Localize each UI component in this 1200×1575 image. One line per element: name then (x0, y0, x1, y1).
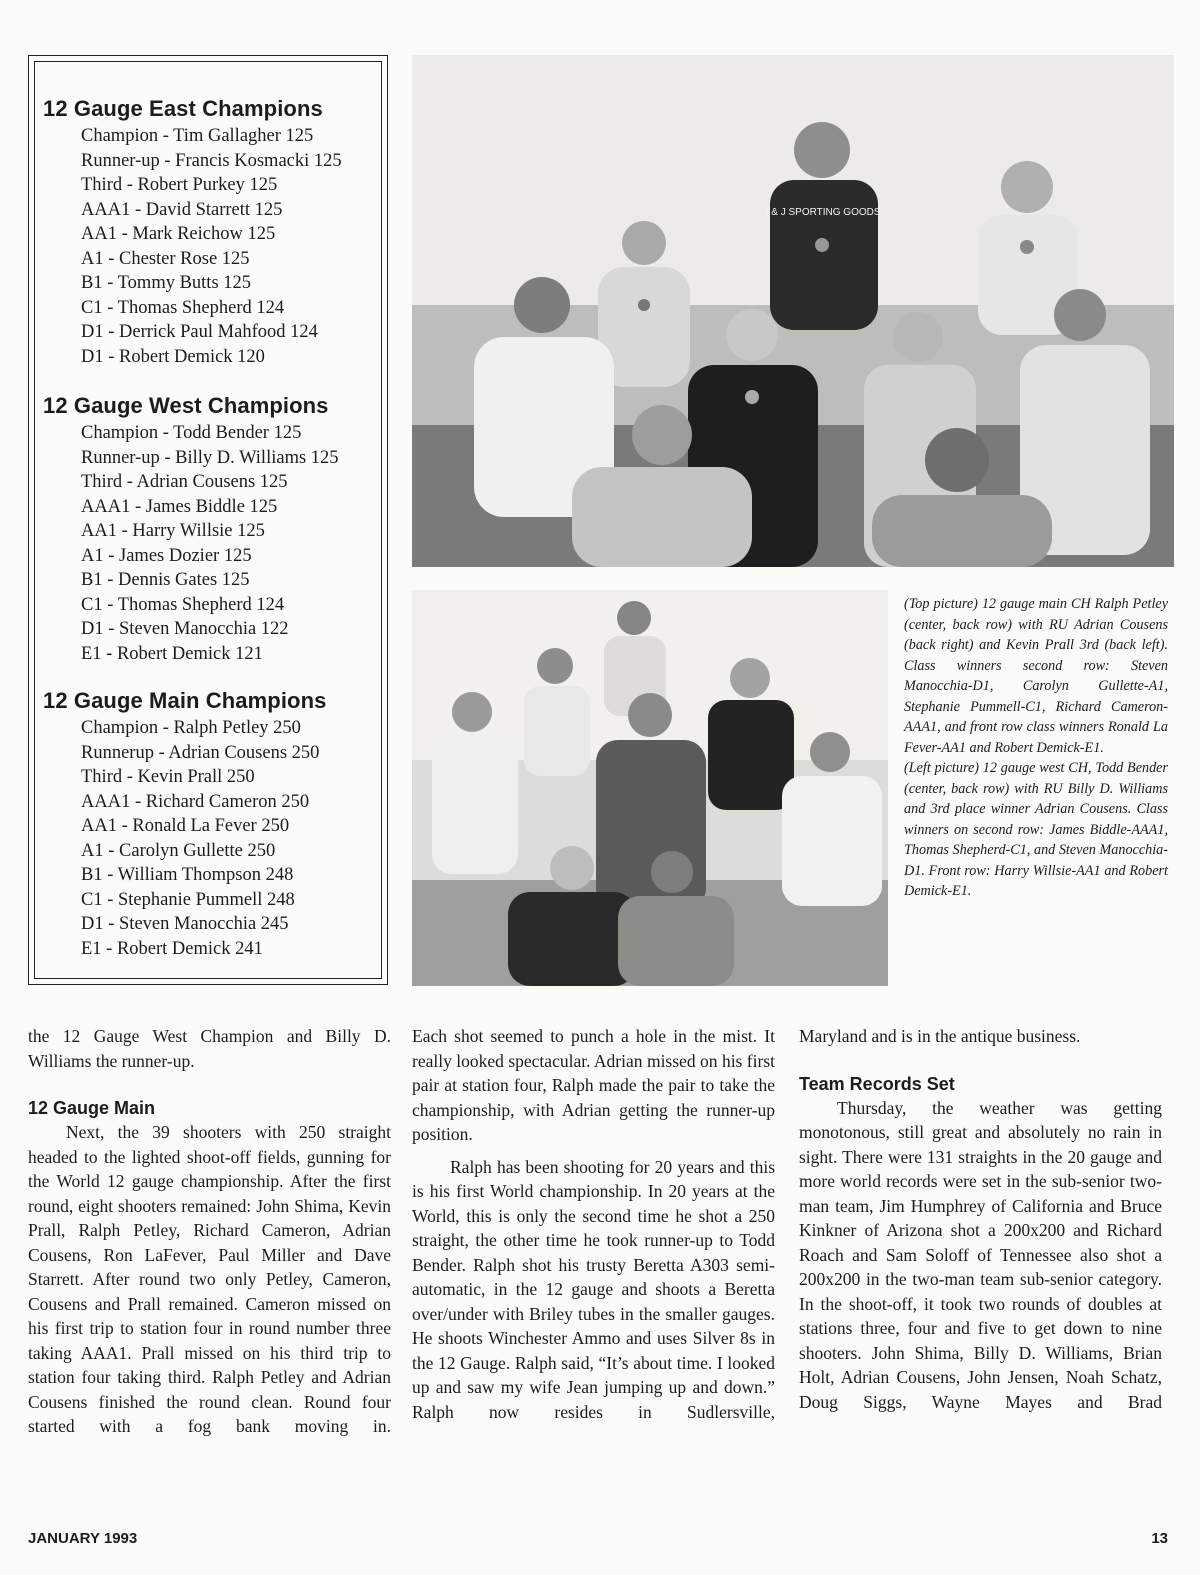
result-item: B1 - William Thompson 248 (81, 865, 294, 885)
result-item: E1 - Robert Demick 121 (81, 643, 263, 664)
result-item: A1 - James Dozier 125 (81, 545, 252, 566)
result-item: AA1 - Harry Willsie 125 (81, 521, 265, 541)
result-item: A1 - Chester Rose 125 (81, 248, 250, 269)
result-item: Champion - Todd Bender 125 (81, 423, 302, 443)
photo-caption (904, 594, 1168, 902)
result-item: Champion - Tim Gallagher 125 (81, 126, 314, 146)
article-paragraph: Thursday, the weather was getting monotonous, still great and absolutely no rain in sight. There were 131 straights in the 20 gauge and more world records were set in the sub-senior two-man team, Jim Humphrey of California and Bruce Kinkner of Arizona shot a 200x200 and Richard Roach and Sam Soloff of Tennessee also shot a 200x200 in the two-man team sub-senior category. In the shoot-off, it took two rounds of doubles at stations three, four and five to get down to nine shooters. John Shima, Billy D. Williams, Brian Holt, Adrian Cousens, John Jensen, Noah Schatz, Doug Siggs, Wayne Mayes and Brad (799, 1097, 1162, 1412)
results-list (43, 124, 377, 369)
result-item: B1 - Tommy Butts 125 (81, 273, 252, 293)
main-champions-section (43, 686, 377, 961)
result-item: AA1 - Mark Reichow 125 (81, 224, 276, 244)
section-heading-team: Team Records Set (799, 1073, 955, 1094)
article-paragraph: Maryland and is in the antique business. (799, 1026, 1081, 1046)
left-photo-graphic (412, 590, 888, 986)
caption-left: (Left picture) 12 gauge west CH, Todd Bender (center, back row) with RU Billy D. Williams and 3rd place winner Adrian Cousens. Class winners on second row: James Biddle-AAA1, Thomas Shepherd-C1, and Steven Manocchia-D1. Front row: Harry Willsie-AA1 and Robert Demick-E1. (904, 760, 1168, 899)
results-box (28, 55, 388, 985)
section-heading-main: 12 Gauge Main (28, 1098, 156, 1118)
results-list (43, 421, 377, 666)
caption-top: (Top picture) 12 gauge main CH Ralph Petley (center, back row) with RU Adrian Cousens (back right) and Kevin Prall 3rd (back left). Class winners second row: Steven Manocchia-D1, Carolyn Gullette-A1, Stephanie Pummell-C1, Richard Cameron-AAA1, and front row class winners Ronald La Fever-AA1 and Robert Demick-E1. (904, 596, 1168, 756)
shirt-logo-text: J & J SPORTING GOODS (763, 207, 881, 218)
west-champions-section (43, 391, 377, 666)
result-item: Runner-up - Billy D. Williams 125 (81, 447, 339, 468)
section-title: 12 Gauge East Champions (43, 96, 323, 121)
east-champions-section (43, 94, 377, 369)
result-item: AA1 - Ronald La Fever 250 (81, 816, 290, 836)
result-item: AAA1 - James Biddle 125 (81, 496, 278, 517)
result-item: E1 - Robert Demick 241 (81, 938, 263, 959)
article-column-1 (28, 1024, 391, 1439)
result-item: C1 - Thomas Shepherd 124 (81, 594, 285, 615)
result-item: Third - Adrian Cousens 125 (81, 472, 288, 492)
result-item: Runner-up - Francis Kosmacki 125 (81, 150, 342, 171)
article-paragraph: Next, the 39 shooters with 250 straight headed to the lighted shoot-off fields, gunning for the World 12 gauge championship. After the first round, eight shooters remained: John Shima, Kevin Prall, Ralph Petley, Richard Cameron, Adrian Cousens, Ron LaFever, Paul Miller and Dave Starrett. After round two only Petley, Cameron, Cousens and Prall remained. Cameron missed on his first trip to station four in round number three taking AAA1. Prall missed on his third trip to station four taking third. Ralph Petley and Adrian Cousens finished the round clean. Round four started with a fog bank moving in. (28, 1122, 391, 1436)
result-item: AAA1 - Richard Cameron 250 (81, 791, 310, 812)
article-paragraph: Ralph has been shooting for 20 years and this is his first World championship. In 20 years at the World, this is only the second time he shot a 250 straight, the other time he took runner-up to Todd Bender. Ralph shot his trusty Beretta A303 semi-automatic, in the 12 gauge and shoots a Beretta over/under with Briley tubes in the smaller gauges. He shoots Winchester Ammo and uses Silver 8s in the 12 Gauge. Ralph said, “It’s about time. I looked up and saw my wife Jean jumping up and down.” Ralph now resides in Sudlersville, (412, 1156, 775, 1422)
result-item: D1 - Steven Manocchia 245 (81, 914, 289, 934)
section-title: 12 Gauge West Champions (43, 393, 329, 418)
results-box-inner (34, 61, 382, 979)
result-item: Third - Robert Purkey 125 (81, 175, 278, 195)
result-item: Champion - Ralph Petley 250 (81, 718, 301, 738)
result-item: C1 - Thomas Shepherd 124 (81, 297, 285, 318)
result-item: AAA1 - David Starrett 125 (81, 199, 283, 220)
article-column-3 (799, 1024, 1162, 1414)
result-item: C1 - Stephanie Pummell 248 (81, 889, 295, 910)
result-item: D1 - Robert Demick 120 (81, 346, 265, 367)
results-list (43, 716, 377, 961)
article-paragraph: Each shot seemed to punch a hole in the mist. It really looked spectacular. Adrian missed on his first pair at station four, Ralph made the pair to take the championship, with Adrian getting the runner-up position. (412, 1026, 775, 1144)
result-item: D1 - Derrick Paul Mahfood 124 (81, 322, 318, 342)
footer-page-number: 13 (1151, 1530, 1168, 1547)
result-item: Third - Kevin Prall 250 (81, 767, 255, 787)
result-item: D1 - Steven Manocchia 122 (81, 619, 289, 639)
article-paragraph: the 12 Gauge West Champion and Billy D. Williams the runner-up. (28, 1026, 391, 1071)
left-photo (412, 590, 888, 986)
result-item: A1 - Carolyn Gullette 250 (81, 840, 276, 861)
section-title: 12 Gauge Main Champions (43, 688, 327, 713)
footer-issue-date: JANUARY 1993 (28, 1530, 138, 1547)
top-photo-graphic (412, 55, 1174, 567)
result-item: B1 - Dennis Gates 125 (81, 570, 250, 590)
top-photo (412, 55, 1174, 567)
result-item: Runnerup - Adrian Cousens 250 (81, 742, 320, 763)
article-column-2 (412, 1024, 775, 1424)
